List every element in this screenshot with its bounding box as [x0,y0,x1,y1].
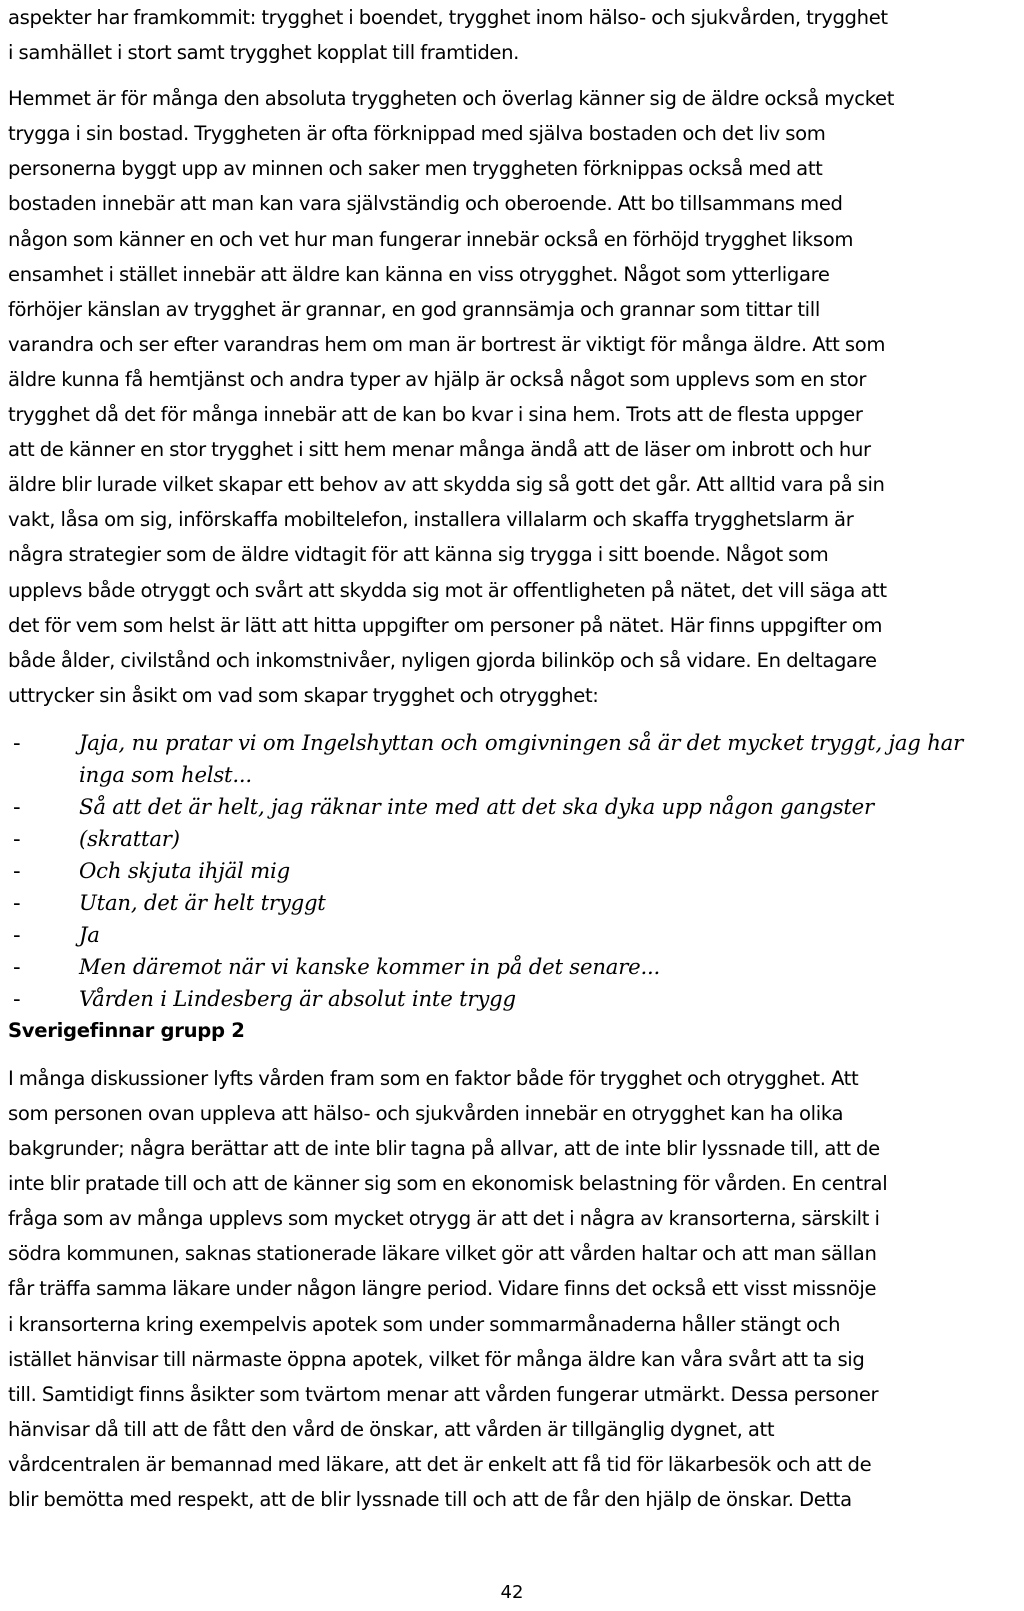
quote-item [8,855,1018,887]
quote-text: Så att det är helt, jag räknar inte med att det ska dyka upp någon gangster [79,793,874,819]
list-dash: - [13,921,21,947]
text-line: blir bemötta med respekt, att de blir lyssnade till och att de får den hjälp de önskar. Detta [8,1488,852,1511]
quote-item [8,951,1018,983]
quote-text: (skrattar) [79,825,180,851]
text-line: i samhället i stort samt trygghet kopplat till framtiden. [8,41,520,65]
text-line: några strategier som de äldre vidtagit för att känna sig trygga i sitt boende. Något som [8,543,829,567]
list-dash: - [13,889,21,915]
text-line: vårdcentralen är bemannad med läkare, att det är enkelt att få tid för läkarbesök och att de [8,1452,872,1476]
text-line: äldre blir lurade vilket skapar ett behov av att skydda sig så gott det går. Att alltid vara på sin [8,473,885,497]
text-line: någon som känner en och vet hur man fungerar innebär också en förhöjd trygghet liksom [8,227,854,251]
list-dash: - [13,953,21,979]
text-line: till. Samtidigt finns åsikter som tvärtom menar att vården fungerar utmärkt. Dessa personer [8,1382,879,1406]
quote-item [8,791,1018,823]
quote-text: Och skjuta ihjäl mig [79,857,290,883]
paragraph-home-safety [8,81,1018,713]
quote-text: Men däremot när vi kanske kommer in på det senare... [79,953,661,979]
text-line: både ålder, civilstånd och inkomstnivåer, nyligen gjorda bilinköp och så vidare. En deltagare [8,648,877,672]
text-line: upplevs både otryggt och svårt att skydda sig mot är offentligheten på nätet, det vill säga att [8,578,887,602]
text-line: varandra och ser efter varandras hem om man är bortrest är viktigt för många äldre. Att som [8,332,886,356]
participant-quote-list [8,727,1018,1015]
text-line: ensamhet i stället innebär att äldre kan känna en viss otrygghet. Något som ytterligare [8,262,830,286]
quote-text: Vården i Lindesberg är absolut inte trygg [79,985,516,1011]
quote-item [8,727,1018,791]
text-line: uttrycker sin åsikt om vad som skapar trygghet och otrygghet: [8,683,599,707]
quote-item [8,823,1018,855]
quote-item [8,983,1018,1015]
text-line: i kransorterna kring exempelvis apotek som under sommarmånaderna håller stängt och [8,1312,841,1336]
quote-source-heading: Sverigefinnar grupp 2 [8,1018,245,1042]
quote-item [8,887,1018,919]
list-dash: - [13,729,21,755]
text-line: aspekter har framkommit: trygghet i boendet, trygghet inom hälso- och sjukvården, trygghet [8,6,888,29]
list-dash: - [13,825,21,851]
text-line: inte blir pratade till och att de känner sig som en ekonomisk belastning för vården. En central [8,1172,888,1196]
text-line: trygghet då det för många innebär att de kan bo kvar i sina hem. Trots att de flesta uppger [8,403,863,427]
text-line: att de känner en stor trygghet i sitt hem menar många ändå att de läser om inbrott och hur [8,438,871,462]
list-dash: - [13,857,21,883]
text-line: som personen ovan uppleva att hälso- och sjukvården innebär en otrygghet kan ha olika [8,1101,844,1125]
text-line: bostaden innebär att man kan vara självständig och oberoende. Att bo tillsammans med [8,192,843,216]
paragraph-healthcare [8,1061,1018,1517]
text-line: fråga som av många upplevs som mycket otrygg är att det i några av kransorterna, särskilt i [8,1207,880,1231]
quote-item [8,919,1018,951]
list-dash: - [13,985,21,1011]
text-line: Hemmet är för många den absoluta tryggheten och överlag känner sig de äldre också mycket [8,87,895,111]
text-line: istället hänvisar till närmaste öppna apotek, vilket för många äldre kan våra svårt att ta sig [8,1347,865,1371]
quote-text: inga som helst... [79,761,252,787]
text-line: förhöjer känslan av trygghet är grannar, en god grannsämja och grannar som tittar till [8,297,820,321]
text-line: bakgrunder; några berättar att de inte blir tagna på allvar, att de inte blir lyssnade till, att de [8,1137,880,1161]
quote-text: Jaja, nu pratar vi om Ingelshyttan och omgivningen så är det mycket tryggt, jag har [79,729,964,755]
text-line: vakt, låsa om sig, införskaffa mobiltelefon, installera villalarm och skaffa trygghetslarm är [8,508,854,532]
quote-text: Ja [79,921,100,947]
quote-text: Utan, det är helt tryggt [79,889,326,915]
text-line: trygga i sin bostad. Tryggheten är ofta förknippad med själva bostaden och det liv som [8,122,826,146]
text-line: hänvisar då till att de fått den vård de önskar, att vården är tillgänglig dygnet, att [8,1417,775,1441]
text-line: personerna byggt upp av minnen och saker men tryggheten förknippas också med att [8,157,823,181]
page-number: 42 [500,1582,524,1603]
text-line: södra kommunen, saknas stationerade läkare vilket gör att vården haltar och att man sällan [8,1242,877,1266]
list-dash: - [13,793,21,819]
text-line: I många diskussioner lyfts vården fram som en faktor både för trygghet och otrygghet. Att [8,1066,859,1090]
text-line: det för vem som helst är lätt att hitta uppgifter om personer på nätet. Här finns uppgifter om [8,613,883,637]
text-line: får träffa samma läkare under någon längre period. Vidare finns det också ett visst missnöje [8,1277,877,1301]
text-line: äldre kunna få hemtjänst och andra typer av hjälp är också något som upplevs som en stor [8,367,867,391]
document-page [8,0,1018,1517]
paragraph-trust-aspects [8,0,1018,70]
